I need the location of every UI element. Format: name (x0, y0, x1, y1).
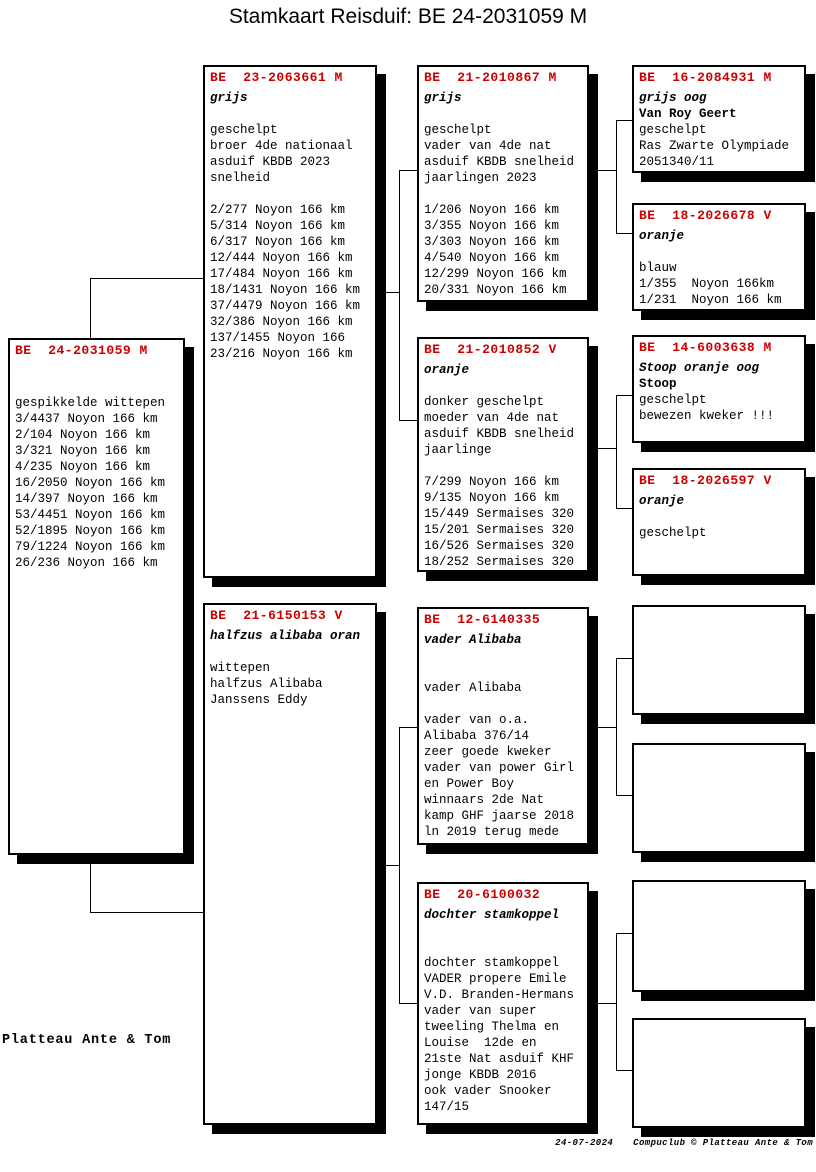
ring-number: BE 18-2026597 V (639, 473, 772, 488)
ring-number: BE 14-6003638 M (639, 340, 772, 355)
box-line: 20/331 Noyon 166 km (424, 283, 567, 297)
ring-number (639, 610, 799, 626)
connector-line (589, 1003, 616, 1004)
box-line: 14/397 Noyon 166 km (15, 492, 158, 506)
box-subtitle: dochter stamkoppel (424, 908, 560, 922)
connector-line (399, 727, 400, 1003)
box-line: winnaars 2de Nat (424, 793, 545, 807)
box-subtitle (639, 630, 799, 646)
box-line: 4/235 Noyon 166 km (15, 460, 151, 474)
box-line: Stoop (639, 377, 677, 391)
connector-line (616, 658, 632, 659)
connector-line (616, 233, 632, 234)
box-line (424, 648, 582, 664)
box-line: 5/314 Noyon 166 km (210, 219, 346, 233)
box-body (424, 106, 582, 298)
box-line: geschelpt (639, 123, 707, 137)
box-line: Janssens Eddy (210, 693, 308, 707)
box-line: 6/317 Noyon 166 km (210, 235, 346, 249)
box-line: asduif KBDB 2023 (210, 155, 331, 169)
box-body (639, 106, 799, 170)
pigeon-box-greatgrandmother-1 (632, 203, 806, 311)
connector-line (616, 508, 632, 509)
box-line (424, 458, 582, 474)
pigeon-box-grandmother-paternal (417, 337, 589, 572)
box-line (424, 186, 582, 202)
pigeon-box-grandmother-maternal (417, 882, 589, 1125)
box-line: vader van power Girl (424, 761, 575, 775)
connector-line (616, 395, 617, 508)
ring-number: BE 21-6150153 V (210, 608, 343, 623)
box-line: gespikkelde wittepen (15, 396, 166, 410)
box-line: en Power Boy (424, 777, 515, 791)
box-line: 9/135 Noyon 166 km (424, 491, 560, 505)
box-line: 23/216 Noyon 166 km (210, 347, 353, 361)
box-body (15, 379, 178, 571)
box-body (210, 106, 370, 362)
connector-line (616, 795, 632, 796)
box-line: 137/1455 Noyon 166 (210, 331, 346, 345)
footer-compuclub: Compuclub © Platteau Ante & Tom (633, 1138, 813, 1148)
box-subtitle: halfzus alibaba oran (210, 629, 361, 643)
box-line: Van Roy Geert (639, 107, 737, 121)
connector-line (399, 1003, 417, 1004)
box-body (639, 244, 799, 308)
box-subtitle (639, 768, 799, 784)
box-line: 53/4451 Noyon 166 km (15, 508, 166, 522)
box-line: tweeling Thelma en (424, 1020, 560, 1034)
box-line: 1/355 Noyon 166km (639, 277, 775, 291)
box-line: 2/277 Noyon 166 km (210, 203, 346, 217)
box-line (424, 696, 582, 712)
box-subtitle: grijs (210, 91, 248, 105)
connector-line (377, 292, 399, 293)
box-line: jonge KBDB 2016 (424, 1068, 537, 1082)
pigeon-box-empty-1 (632, 605, 806, 715)
box-line: snelheid (210, 171, 271, 185)
box-line (639, 244, 799, 260)
box-line: V.D. Branden-Hermans (424, 988, 575, 1002)
box-body (424, 648, 582, 840)
box-body (424, 378, 582, 570)
connector-line (616, 658, 617, 795)
box-line: 3/321 Noyon 166 km (15, 444, 151, 458)
box-line: jaarlingen 2023 (424, 171, 537, 185)
connector-line (399, 727, 417, 728)
connector-line (399, 170, 400, 420)
pigeon-box-empty-4 (632, 1018, 806, 1128)
pigeon-box-father (203, 65, 377, 578)
box-line: 1/231 Noyon 166 km (639, 293, 782, 307)
ring-number: BE 16-2084931 M (639, 70, 772, 85)
footer-credit (555, 1138, 813, 1148)
connector-line (589, 727, 616, 728)
ring-number: BE 24-2031059 M (15, 343, 148, 358)
box-line: 2/104 Noyon 166 km (15, 428, 151, 442)
ring-number: BE 18-2026678 V (639, 208, 772, 223)
box-line: halfzus Alibaba (210, 677, 323, 691)
connector-line (616, 120, 632, 121)
box-line: 1/206 Noyon 166 km (424, 203, 560, 217)
connector-line (399, 420, 417, 421)
box-line: 4/540 Noyon 166 km (424, 251, 560, 265)
owner-name: Platteau Ante & Tom (2, 1033, 172, 1048)
ring-number (639, 748, 799, 764)
pigeon-box-greatgrandfather-1 (632, 65, 806, 173)
connector-line (589, 448, 616, 449)
ring-number: BE 20-6100032 (424, 887, 541, 902)
box-line (424, 923, 582, 939)
box-line: 52/1895 Noyon 166 km (15, 524, 166, 538)
box-line: 21ste Nat asduif KHF (424, 1052, 575, 1066)
ring-number (639, 885, 799, 901)
ring-number: BE 12-6140335 (424, 612, 541, 627)
box-line: 17/484 Noyon 166 km (210, 267, 353, 281)
box-body (424, 923, 582, 1115)
box-line: 3/355 Noyon 166 km (424, 219, 560, 233)
box-line: geschelpt (639, 526, 707, 540)
box-line (424, 378, 582, 394)
box-line: kamp GHF jaarse 2018 (424, 809, 575, 823)
box-line: 18/252 Sermaises 320 (424, 555, 575, 569)
connector-line (377, 865, 399, 866)
connector-line (616, 1070, 632, 1071)
box-line (15, 379, 178, 395)
connector-line (90, 278, 91, 338)
box-subtitle (15, 363, 178, 379)
connector-line (90, 855, 91, 912)
pigeon-box-greatgrandmother-2 (632, 468, 806, 576)
box-line: 7/299 Noyon 166 km (424, 475, 560, 489)
box-line: wittepen (210, 661, 271, 675)
box-line: 12/444 Noyon 166 km (210, 251, 353, 265)
box-line (424, 664, 582, 680)
box-line: vader van 4de nat (424, 139, 552, 153)
box-line: geschelpt (424, 123, 492, 137)
box-line: moeder van 4de nat (424, 411, 560, 425)
box-line: asduif KBDB snelheid (424, 427, 575, 441)
box-body (639, 509, 799, 541)
footer-date: 24-07-2024 (555, 1138, 614, 1148)
box-subtitle: grijs (424, 91, 462, 105)
box-line: 26/236 Noyon 166 km (15, 556, 158, 570)
box-subtitle: oranje (424, 363, 470, 377)
box-line: vader van o.a. (424, 713, 530, 727)
ring-number: BE 21-2010867 M (424, 70, 557, 85)
pigeon-box-grandfather-maternal (417, 607, 589, 845)
box-line: 12/299 Noyon 166 km (424, 267, 567, 281)
connector-line (90, 278, 203, 279)
box-line: 3/4437 Noyon 166 km (15, 412, 158, 426)
box-line: Louise 12de en (424, 1036, 537, 1050)
box-line: vader Alibaba (424, 681, 522, 695)
box-line: asduif KBDB snelheid (424, 155, 575, 169)
pigeon-box-mother (203, 603, 377, 1125)
box-line: 15/201 Sermaises 320 (424, 523, 575, 537)
pigeon-box-empty-3 (632, 880, 806, 992)
box-line (639, 509, 799, 525)
box-line (424, 106, 582, 122)
box-line: blauw (639, 261, 677, 275)
box-subtitle: Stoop oranje oog (639, 361, 760, 375)
connector-line (589, 170, 616, 171)
box-line: ln 2019 terug mede (424, 825, 560, 839)
box-line: 79/1224 Noyon 166 km (15, 540, 166, 554)
box-line (424, 939, 582, 955)
pigeon-box-empty-2 (632, 743, 806, 853)
connector-line (616, 120, 617, 233)
box-line: 37/4479 Noyon 166 km (210, 299, 361, 313)
box-line (210, 644, 370, 660)
ring-number (639, 1023, 799, 1039)
box-body (639, 376, 799, 424)
box-line: 147/15 (424, 1100, 470, 1114)
box-subtitle: vader Alibaba (424, 633, 522, 647)
pigeon-box-greatgrandfather-2 (632, 335, 806, 443)
connector-line (616, 933, 617, 1070)
box-subtitle: oranje (639, 229, 685, 243)
box-line: vader van super (424, 1004, 537, 1018)
box-line: 18/1431 Noyon 166 km (210, 283, 361, 297)
box-subtitle (639, 1043, 799, 1059)
box-subtitle (639, 905, 799, 921)
box-line: 15/449 Sermaises 320 (424, 507, 575, 521)
box-line: Alibaba 376/14 (424, 729, 530, 743)
box-line: Ras Zwarte Olympiade (639, 139, 790, 153)
box-line: 32/386 Noyon 166 km (210, 315, 353, 329)
box-line: bewezen kweker !!! (639, 409, 775, 423)
box-line: VADER propere Emile (424, 972, 567, 986)
pigeon-box-subject (8, 338, 185, 855)
ring-number: BE 23-2063661 M (210, 70, 343, 85)
box-line: 16/2050 Noyon 166 km (15, 476, 166, 490)
box-subtitle: oranje (639, 494, 685, 508)
box-line: broer 4de nationaal (210, 139, 353, 153)
connector-line (616, 395, 632, 396)
connector-line (616, 933, 632, 934)
ring-number: BE 21-2010852 V (424, 342, 557, 357)
box-line: ook vader Snooker (424, 1084, 552, 1098)
box-line: zeer goede kweker (424, 745, 552, 759)
box-line (210, 186, 370, 202)
box-subtitle: grijs oog (639, 91, 707, 105)
box-line: 2051340/11 (639, 155, 715, 169)
box-line: 3/303 Noyon 166 km (424, 235, 560, 249)
connector-line (90, 912, 203, 913)
box-line: donker geschelpt (424, 395, 545, 409)
box-line: geschelpt (210, 123, 278, 137)
box-body (210, 644, 370, 708)
box-line: dochter stamkoppel (424, 956, 560, 970)
box-line: jaarlinge (424, 443, 492, 457)
connector-line (399, 170, 417, 171)
box-line: geschelpt (639, 393, 707, 407)
page-title: Stamkaart Reisduif: BE 24-2031059 M (228, 5, 588, 28)
box-line: 16/526 Sermaises 320 (424, 539, 575, 553)
box-line (210, 106, 370, 122)
pigeon-box-grandfather-paternal (417, 65, 589, 302)
